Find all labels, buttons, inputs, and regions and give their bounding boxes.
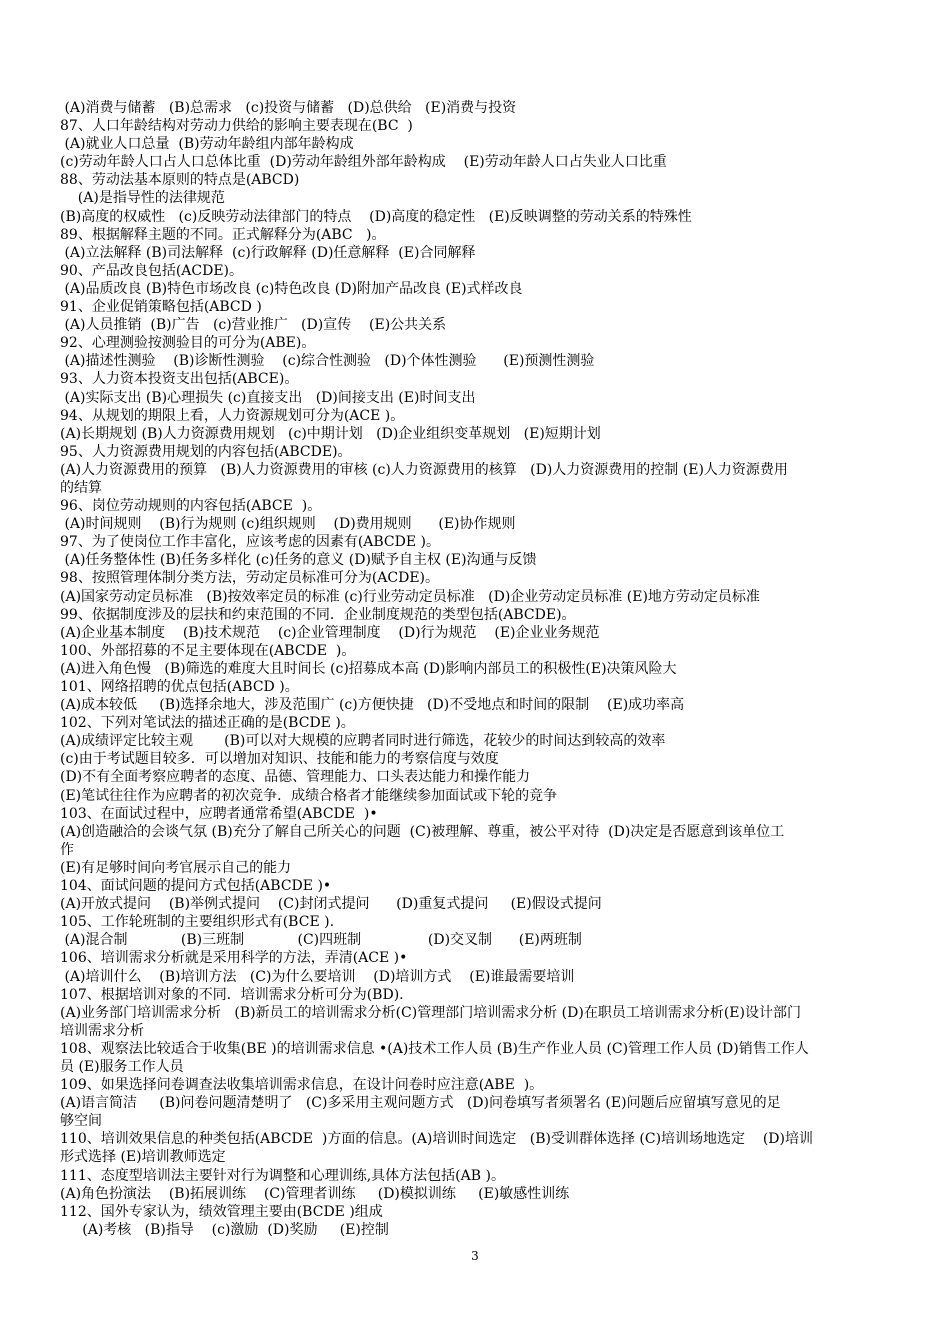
text-line: 的结算	[60, 479, 102, 496]
text-line: (A)混合制 (B)三班制 (C)四班制 (D)交叉制 (E)两班制	[60, 932, 582, 949]
text-line: (A)业务部门培训需求分析 (B)新员工的培训需求分析(C)管理部门培训需求分析 (D)在职员工培训需求分析(E)设计部门	[60, 1004, 801, 1021]
text-line: 97、为了使岗位工作丰富化，应该考虑的因素有(ABCDE )。	[60, 534, 441, 551]
text-line: 够空间	[60, 1113, 102, 1130]
page-number: 3	[471, 1249, 479, 1263]
text-line: (A)企业基本制度 (B)技术规范 (c)企业管理制度 (D)行为规范 (E)企业业务规范	[60, 624, 600, 641]
text-line: 89、根据解释主题的不同。正式解释分为(ABC )。	[60, 226, 386, 243]
text-line: 109、如果选择问卷调查法收集培训需求信息，在设计问卷时应注意(ABE )。	[60, 1077, 544, 1094]
text-line: (A)成本较低 (B)选择余地大，涉及范围广 (c)方便快捷 (D)不受地点和时间的限制 (E)成功率高	[60, 697, 685, 714]
text-line: 107、根据培训对象的不同．培训需求分析可分为(BD).	[60, 986, 404, 1003]
text-line: (A)描述性测验 (B)诊断性测验 (c)综合性测验 (D)个体性测验 (E)预测性测验	[60, 353, 595, 370]
text-line: 作	[60, 841, 74, 858]
text-line: 103、在面试过程中，应聘者通常希望(ABCDE )•	[60, 805, 378, 822]
text-line: (E)笔试往往作为应聘者的初次竞争．成绩合格者才能继续参加面试或下轮的竞争	[60, 787, 558, 804]
text-line: (A)立法解释 (B)司法解释 (c)行政解释 (D)任意解释 (E)合同解释	[60, 244, 476, 261]
text-line: (A)创造融洽的会谈气氛 (B)充分了解自己所关心的问题 (C)被理解、尊重，被公平对待 (D)决定是否愿意到该单位工	[60, 823, 785, 840]
text-line: (A)国家劳动定员标准 (B)按效率定员的标准 (c)行业劳动定员标准 (D)企业劳动定员标准 (E)地方劳动定员标准	[60, 588, 760, 605]
text-line: (B)高度的权威性 (c)反映劳动法律部门的特点 (D)高度的稳定性 (E)反映调整的劳动关系的特殊性	[60, 208, 692, 225]
text-line: 95、人力资源费用规划的内容包括(ABCDE)。	[60, 443, 352, 460]
text-line: 员 (E)服务工作人员	[60, 1058, 184, 1075]
text-line: 104、面试问题的提问方式包括(ABCDE )•	[60, 878, 332, 895]
text-line: 98、按照管理体制分类方法，劳动定员标准可分为(ACDE)。	[60, 570, 440, 587]
text-line: 91、企业促销策略包括(ABCD )	[60, 299, 262, 316]
text-line: 88、劳动法基本原则的特点是(ABCD)	[60, 172, 300, 189]
text-line: (A)就业人口总量 (B)劳动年龄组内部年龄构成	[60, 136, 354, 153]
text-line: (A)考核 (B)指导 (c)激励 (D)奖励 (E)控制	[60, 1221, 389, 1238]
text-line: 108、观察法比较适合于收集(BE )的培训需求信息 •(A)技术工作人员 (B)生产作业人员 (C)管理工作人员 (D)销售工作人	[60, 1040, 809, 1057]
text-line: 培训需求分析	[60, 1022, 144, 1039]
text-line: 101、网络招聘的优点包括(ABCD )。	[60, 679, 299, 695]
text-line: (A)消费与储蓄 (B)总需求 (c)投资与储蓄 (D)总供给 (E)消费与投资	[60, 100, 517, 116]
text-line: 102、下列对笔试法的描述正确的是(BCDE )。	[60, 715, 355, 732]
text-line: (E)有足够时间向考官展示自己的能力	[60, 859, 292, 876]
text-line: 90、产品改良包括(ACDE)。	[60, 262, 244, 279]
text-line: (c)由于考试题目较多．可以增加对知识、技能和能力的考察信度与效度	[60, 751, 499, 768]
text-line: (A)开放式提问 (B)举例式提问 (C)封闭式提问 (D)重复式提问 (E)假设式提问	[60, 896, 602, 913]
text-line: 92、心理测验按测验目的可分为(ABE)。	[60, 335, 316, 352]
text-line: 94、从规划的期限上看，人力资源规划可分为(ACE )。	[60, 407, 405, 424]
text-line: (A)人力资源费用的预算 (B)人力资源费用的审核 (c)人力资源费用的核算 (D)人力资源费用的控制 (E)人力资源费用	[60, 461, 788, 478]
text-line: (D)不有全面考察应聘者的态度、品德、管理能力、口头表达能力和操作能力	[60, 769, 531, 786]
text-line: 106、培训需求分析就是采用科学的方法，弄清(ACE )•	[60, 950, 408, 967]
text-line: (A)时间规则 (B)行为规则 (c)组织规则 (D)费用规则 (E)协作规则	[60, 516, 516, 533]
text-line: 形式选择 (E)培训教师选定	[60, 1149, 226, 1166]
text-line: 105、工作轮班制的主要组织形式有(BCE ).	[60, 914, 335, 931]
text-line: 112、国外专家认为，绩效管理主要由(BCDE )组成	[60, 1203, 383, 1220]
text-line: (A)任务整体性 (B)任务多样化 (c)任务的意义 (D)赋予自主权 (E)沟通与反馈	[60, 552, 537, 569]
text-line: 93、人力资本投资支出包括(ABCE)。	[60, 371, 299, 388]
text-line: (A)角色扮演法 (B)拓展训练 (C)管理者训练 (D)模拟训练 (E)敏感性训练	[60, 1185, 570, 1202]
text-line: (A)成绩评定比较主观 (B)可以对大规模的应聘者同时进行筛选，花较少的时间达到较高的效率	[60, 733, 666, 750]
text-line: 100、外部招募的不足主要体现在(ABCDE )。	[60, 642, 356, 659]
text-line: (A)长期规划 (B)人力资源费用规划 (c)中期计划 (D)企业组织变革规划 (E)短期计划	[60, 425, 601, 442]
text-line: (A)语言简洁 (B)问卷问题清楚明了 (C)多采用主观问题方式 (D)问卷填写者须署名 (E)问题后应留填写意见的足	[60, 1095, 781, 1112]
text-line: 99、依据制度涉及的层扶和约束范围的不同．企业制度规范的类型包括(ABCDE)。	[60, 606, 576, 623]
text-line: (A)是指导性的法律规范	[60, 190, 225, 207]
text-line: 87、人口年龄结构对劳动力供给的影响主要表现在(BC )	[60, 118, 413, 135]
document-body	[60, 99, 912, 1239]
text-line: (A)培训什么 (B)培训方法 (C)为什么要培训 (D)培训方式 (E)谁最需要培训	[60, 968, 575, 985]
text-line: 110、培训效果信息的种类包括(ABCDE )方面的信息。(A)培训时间选定 (B)受训群体选择 (C)培训场地选定 (D)培训	[60, 1131, 813, 1148]
text-line: 96、岗位劳动规则的内容包括(ABCE )。	[60, 498, 322, 515]
text-line: (A)品质改良 (B)特色市场改良 (c)特色改良 (D)附加产品改良 (E)式样改良	[60, 280, 523, 297]
text-line: (A)进入角色慢 (B)筛选的难度大且时间长 (c)招募成本高 (D)影响内部员工的积极性(E)决策风险大	[60, 660, 677, 677]
text-line: (c)劳动年龄人口占人口总体比重 (D)劳动年龄组外部年龄构成 (E)劳动年龄人口占失业人口比重	[60, 154, 667, 171]
text-line: (A)人员推销 (B)广告 (c)营业推广 (D)宣传 (E)公共关系	[60, 317, 447, 334]
text-line: 111、态度型培训法主要针对行为调整和心理训练,具体方法包括(AB )。	[60, 1167, 505, 1184]
text-line: (A)实际支出 (B)心理损失 (c)直接支出 (D)间接支出 (E)时间支出	[60, 389, 476, 406]
